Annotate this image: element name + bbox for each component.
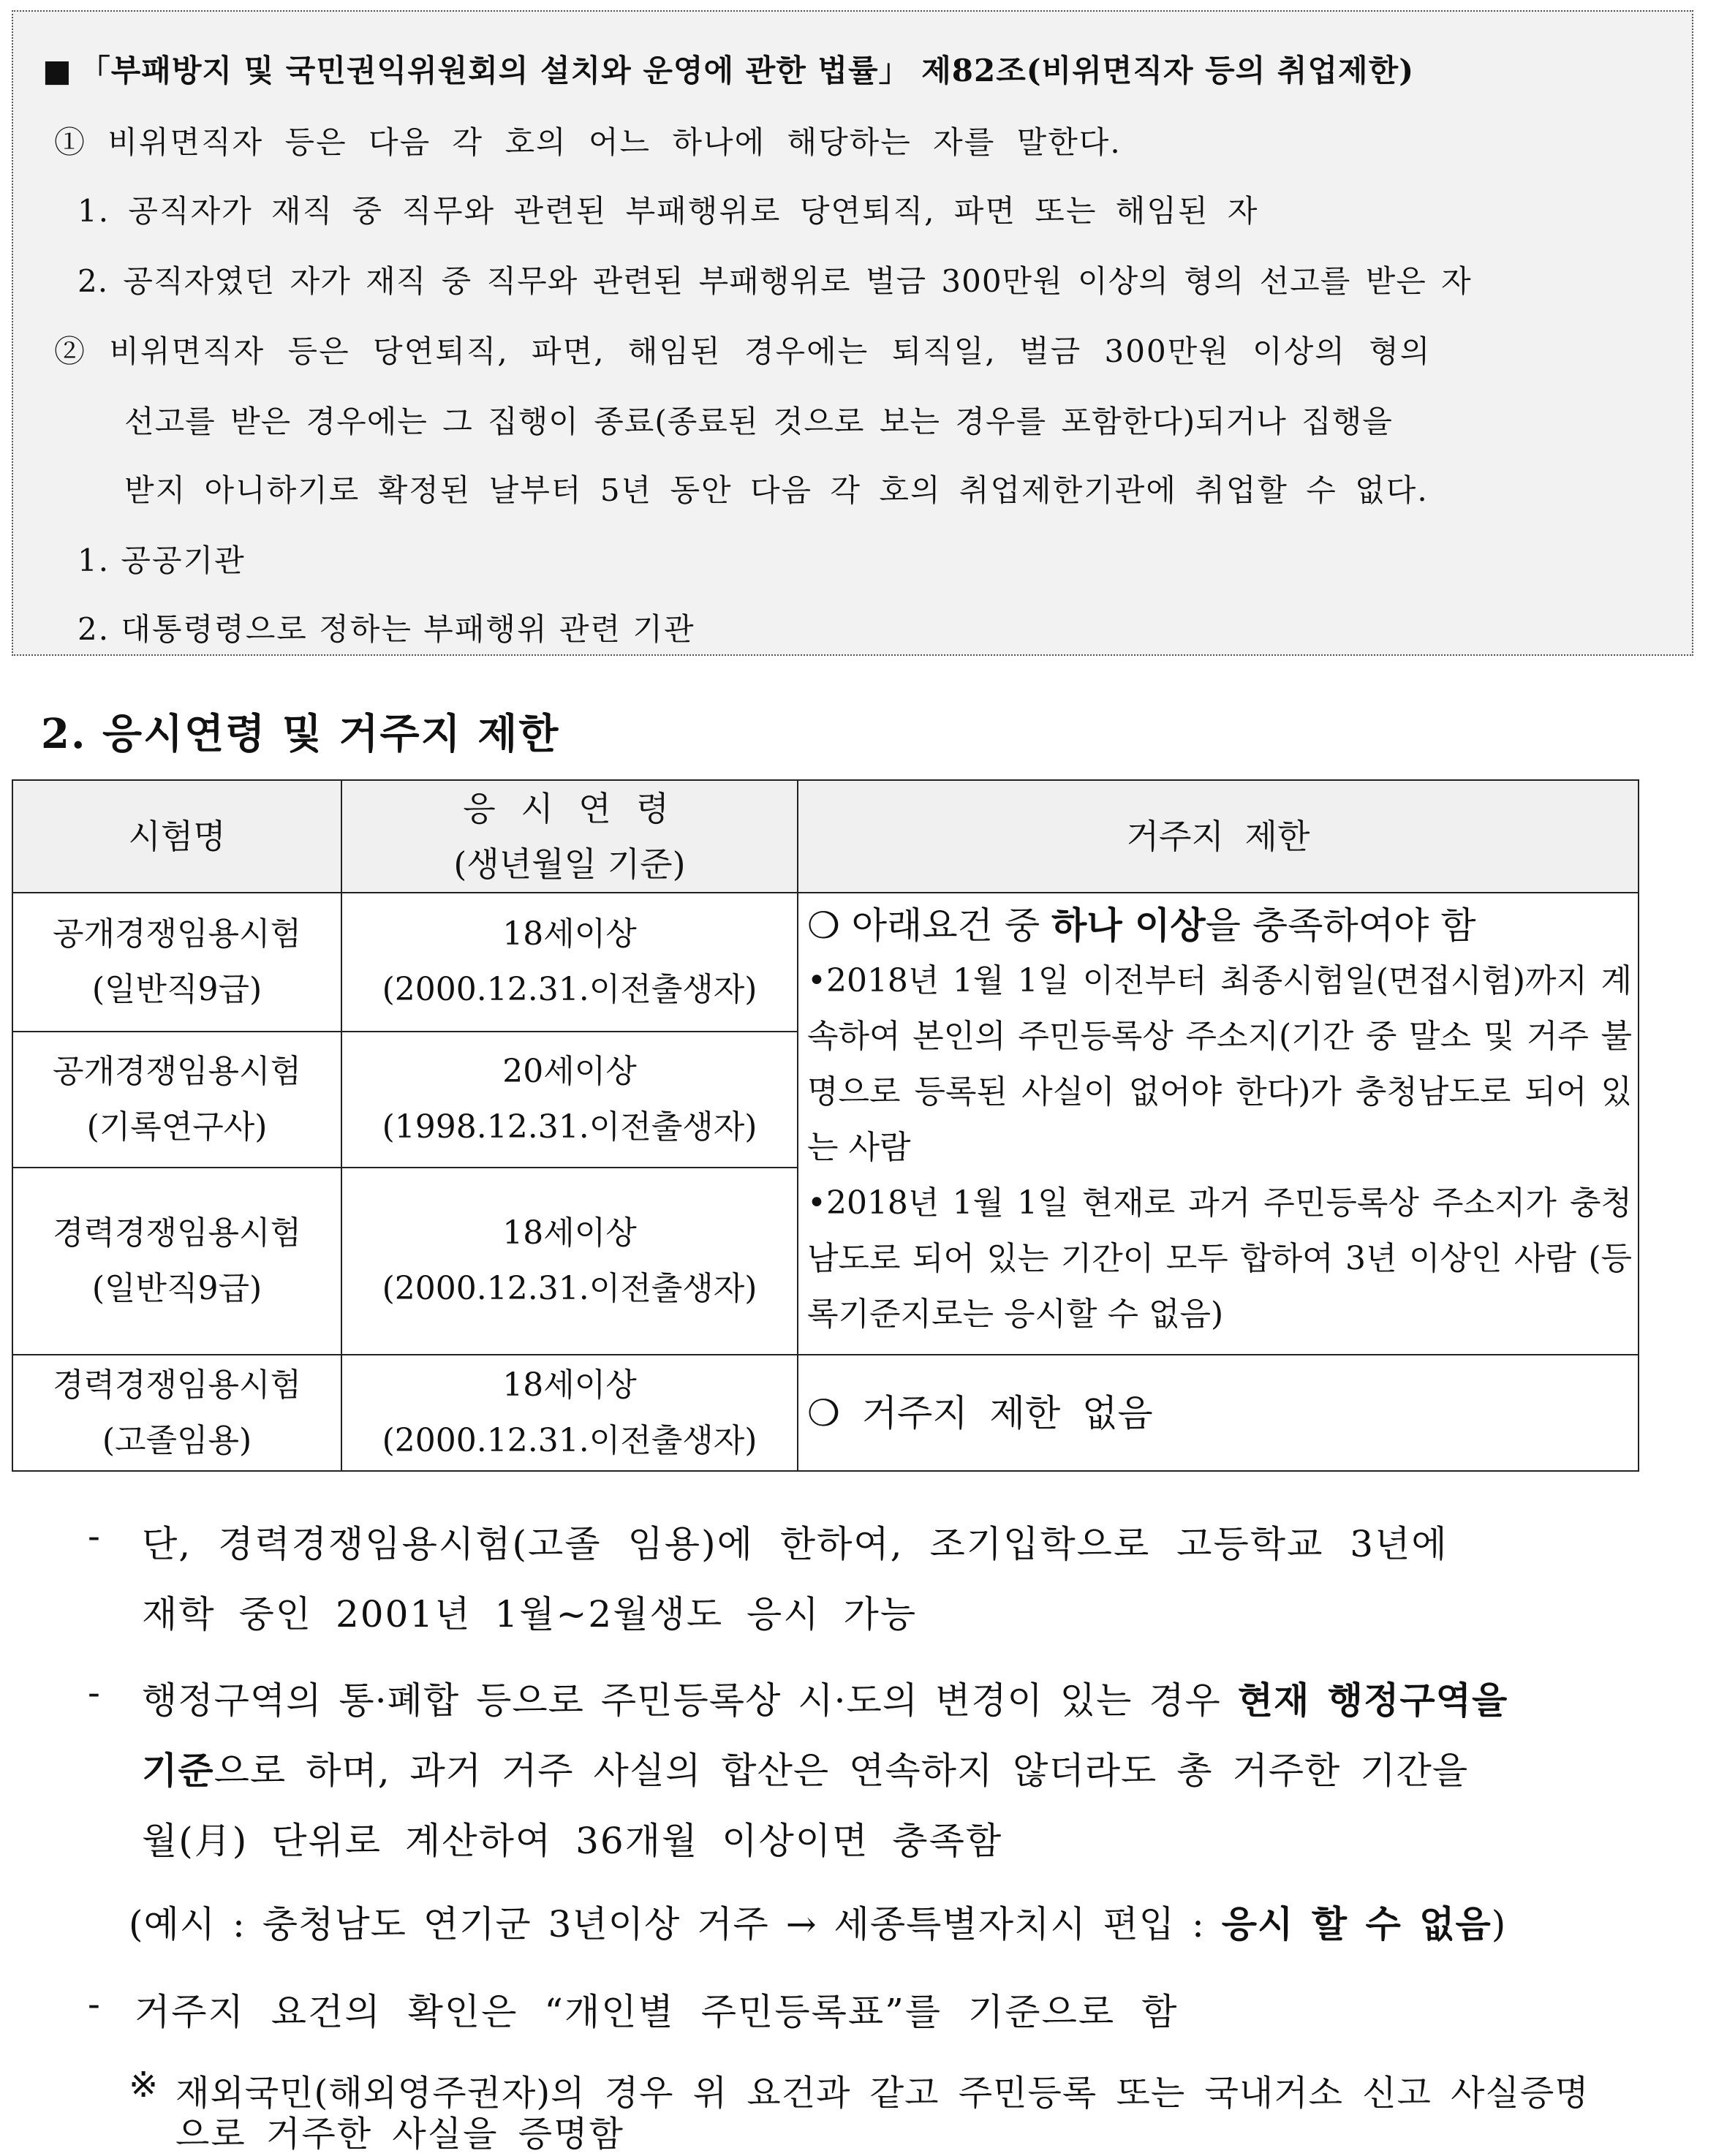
note-1-dash: -: [88, 1515, 100, 1557]
residence-bullet-2: •2018년 1월 1일 현재로 과거 주민등록상 주소지가 충청남도로 되어 있는 기간이 모두 합하여 3년 이상인 사람 (등록기준지로는 응시할 수 없음): [807, 1184, 1632, 1333]
note-1-line-1: 단, 경력경쟁임용시험(고졸 임용)에 한하여, 조기입학으로 고등학교 3년에: [142, 1523, 1448, 1565]
circle-bullet-icon: ❍: [807, 1391, 840, 1434]
header-age-line-1: 응 시 연 령: [463, 789, 676, 828]
law-title: [42, 47, 1414, 91]
law-paragraph-1: ① 비위면직자 등은 다음 각 호의 어느 하나에 해당하는 자를 말한다.: [54, 124, 1122, 160]
exam-name-cell: [12, 1355, 341, 1471]
age-line-1: 18세이상: [502, 1366, 637, 1404]
note-3-dash: -: [88, 1983, 100, 2025]
header-residence: 거주지 제한: [798, 780, 1639, 893]
exam-name-line-2: (고졸임용): [102, 1421, 252, 1459]
exam-name-line-2: (기록연구사): [86, 1108, 268, 1146]
table-row: [12, 893, 1639, 1032]
residence-bullet-1: •2018년 1월 1일 이전부터 최종시험일(면접시험)까지 계속하여 본인의 주민등록상 주소지(기간 중 말소 및 거주 불명으로 등록된 사실이 없어야 한다)가 충청남도로 되어 있는 사람: [807, 962, 1632, 1166]
age-line-2: (2000.12.31.이전출생자): [382, 971, 757, 1008]
table-row: [12, 1355, 1639, 1471]
reference-mark: ※: [129, 2065, 160, 2106]
law-paragraph-2-item-1: 1. 공공기관: [78, 542, 246, 578]
reference-line-2: 으로 거주한 사실을 증명함: [175, 2114, 624, 2155]
law-title-text: 「부패방지 및 국민권익위원회의 설치와 운영에 관한 법률」 제82조(비위면직자 등의 취업제한): [79, 53, 1415, 88]
reference-line-1: 재외국민(해외영주권자)의 경우 위 요건과 같고 주민등록 또는 국내거소 신고 사실증명: [175, 2073, 1590, 2114]
exam-name-cell: [12, 893, 341, 1032]
header-exam-name: 시험명: [12, 780, 341, 893]
law-paragraph-2-item-2: 2. 대통령령으로 정하는 부패행위 관련 기관: [78, 611, 695, 647]
note-2-example: [129, 1895, 1506, 1948]
residence-none: [807, 1392, 1153, 1434]
example-pre: (예시 : 충청남도 연기군 3년이상 거주 → 세종특별자치시 편입 :: [129, 1903, 1222, 1945]
age-cell: [341, 1355, 798, 1471]
age-line-2: (2000.12.31.이전출생자): [382, 1270, 757, 1307]
example-post: ): [1491, 1903, 1507, 1945]
exam-name-cell: [12, 1168, 341, 1355]
exam-name-line-2: (일반직9급): [91, 971, 262, 1008]
law-paragraph-2-line-1: ② 비위면직자 등은 당연퇴직, 파면, 해임된 경우에는 퇴직일, 벌금 300만원 이상의 형의: [54, 333, 1432, 369]
residence-none-text: 거주지 제한 없음: [861, 1391, 1153, 1434]
note-1-line-2: 재학 중인 2001년 1월~2월생도 응시 가능: [142, 1593, 918, 1635]
note-2-line-2: [142, 1741, 1468, 1794]
law-paragraph-1-item-1: 1. 공직자가 재직 중 직무와 관련된 부패행위로 당연퇴직, 파면 또는 해임된 자: [78, 193, 1259, 229]
note-2-line-2-bold: 기준: [142, 1749, 214, 1792]
age-line-1: 20세이상: [502, 1053, 637, 1090]
note-2-line-3: 월(月) 단위로 계산하여 36개월 이상이면 충족함: [142, 1820, 1003, 1862]
exam-table: [12, 779, 1639, 1472]
age-cell: [341, 893, 798, 1032]
note-2-line-1-pre: 행정구역의 통·폐합 등으로 주민등록상 시·도의 변경이 있는 경우: [142, 1679, 1238, 1722]
note-2-line-1-bold: 현재 행정구역을: [1237, 1679, 1508, 1722]
residence-intro: [807, 898, 1632, 953]
note-2-line-1: [142, 1671, 1508, 1724]
section-title: 2. 응시연령 및 거주지 제한: [41, 710, 560, 758]
age-line-2: (1998.12.31.이전출생자): [382, 1108, 757, 1146]
residence-none-cell: [798, 1355, 1639, 1471]
age-line-1: 18세이상: [502, 1214, 637, 1252]
square-bullet-icon: ■: [42, 53, 72, 88]
header-age-line-2: (생년월일 기준): [453, 844, 686, 884]
exam-name-cell: [12, 1032, 341, 1168]
exam-name-line-1: 공개경쟁임용시험: [52, 915, 302, 953]
age-line-1: 18세이상: [502, 915, 637, 953]
law-paragraph-2-line-3: 받지 아니하기로 확정된 날부터 5년 동안 다음 각 호의 취업제한기관에 취업할 수 없다.: [124, 472, 1429, 508]
exam-name-line-2: (일반직9급): [91, 1270, 262, 1307]
note-2-line-2-post: 으로 하며, 과거 거주 사실의 합산은 연속하지 않더라도 총 거주한 기간을: [213, 1750, 1469, 1792]
exam-name-line-1: 경력경쟁임용시험: [52, 1366, 302, 1404]
note-3: 거주지 요건의 확인은 “개인별 주민등록표”를 기준으로 함: [135, 1991, 1179, 2033]
residence-requirement-cell: [798, 893, 1639, 1355]
exam-name-line-1: 경력경쟁임용시험: [52, 1214, 302, 1252]
law-paragraph-2-line-2: 선고를 받은 경우에는 그 집행이 종료(종료된 것으로 보는 경우를 포함한다)되거나 집행을: [124, 404, 1393, 439]
circle-bullet-icon: ❍: [807, 904, 840, 947]
age-line-2: (2000.12.31.이전출생자): [382, 1421, 757, 1459]
law-paragraph-1-item-2: 2. 공직자였던 자가 재직 중 직무와 관련된 부패행위로 벌금 300만원 이상의 형의 선고를 받은 자: [78, 263, 1472, 299]
residence-intro-pre: 아래요건 중: [851, 904, 1052, 947]
residence-intro-post: 을 충족하여야 함: [1205, 904, 1476, 947]
header-age: [341, 780, 798, 893]
age-cell: [341, 1032, 798, 1168]
exam-name-line-1: 공개경쟁임용시험: [52, 1053, 302, 1090]
law-excerpt-box: [12, 10, 1693, 656]
example-bold: 응시 할 수 없음: [1221, 1902, 1492, 1945]
note-2-dash: -: [88, 1671, 100, 1714]
residence-intro-bold: 하나 이상: [1051, 904, 1206, 947]
age-cell: [341, 1168, 798, 1355]
table-header-row: [12, 780, 1639, 893]
